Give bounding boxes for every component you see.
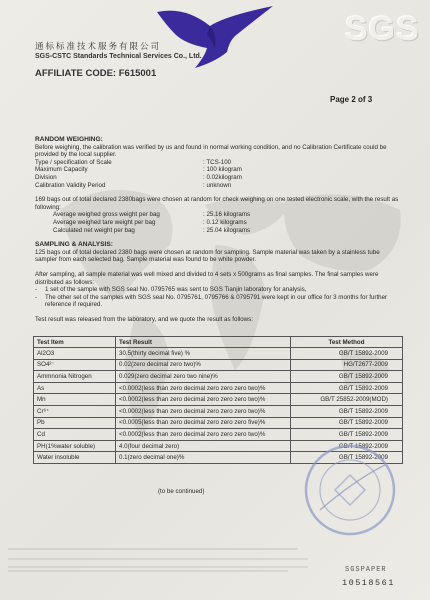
cell-test-method: GB/T 25852-2009(MOD) — [291, 394, 403, 406]
cell-test-method: GB/T 15892-2009 — [291, 452, 403, 464]
cell-test-item: Al2O3 — [34, 348, 116, 360]
weight-row — [35, 211, 400, 219]
cell-test-result: 4.0(four decimal zero) — [116, 440, 291, 452]
spec-label: Calibration Validity Period — [35, 181, 106, 189]
cell-test-result: 0.029(zero decimal zero two nine)% — [116, 371, 291, 383]
company-name-english: SGS-CSTC Standards Technical Services Co., Ltd. — [35, 53, 202, 60]
spec-label: Type / specification of Scale — [35, 158, 112, 166]
weight-value: : 0.12 kilograms — [203, 218, 247, 226]
spec-value: : 100 kilogram — [203, 166, 242, 174]
random-weighing-intro: Before weighing, the calibration was verified by us and found in normal working condition, and no Calibration Certificate could be provided by the local supplier. — [35, 143, 387, 159]
cell-test-method: GB/T 15892-2009 — [291, 348, 403, 360]
cell-test-result: 30.5(thirty decimal five) % — [116, 348, 291, 360]
cell-test-item: Ammnonia Nitrogen — [34, 371, 116, 383]
table-row — [34, 371, 403, 383]
table-row — [34, 429, 403, 441]
cell-test-method: GB/T 15892-2009 — [291, 429, 403, 441]
report-body — [35, 136, 400, 323]
table-row — [34, 405, 403, 417]
cell-test-result: <0.0002(less than zero decimal zero zero zero two)% — [116, 382, 291, 394]
cell-test-item: Cr⁶⁺ — [34, 405, 116, 417]
sgs-logo: SGS — [345, 10, 420, 48]
table-header-row — [34, 337, 403, 348]
check-weighing-text: 169 bags out of total declared 2380bags were chosen at random for check weighing on one tested electronic scale, with the result as following: — [35, 196, 399, 211]
spec-label: Maximum Capacity — [35, 166, 88, 174]
cell-test-method: GB/T 15892-2009 — [291, 405, 403, 417]
eagle-logo-icon — [155, 4, 275, 70]
weight-label: Calculated net weight per bag — [53, 226, 135, 234]
cell-test-result: <0.0002(less than zero decimal zero zero zero two)% — [116, 394, 291, 406]
bullet-text: The other set of the samples with SGS seal No. 0795761, 0795766 & 0795791 were kept in our office for 3 months for further reference if required. — [45, 293, 388, 309]
cell-test-item: Pb — [34, 417, 116, 429]
fine-print-footer — [8, 548, 308, 572]
sampling-heading: SAMPLING & ANALYSIS: — [35, 241, 113, 249]
table-row — [34, 382, 403, 394]
bullet-text: 1 set of the sample with SGS seal No. 0795765 was sent to SGS Tianjin laboratory for analysis, — [45, 286, 307, 294]
sampling-paragraph: After sampling, all sample material was well mixed and divided to 4 sets x 500grams as final samples. The final samples were distributed as follows: — [35, 270, 379, 286]
random-weighing-heading: RANDOM WEIGHING: — [35, 136, 103, 143]
cell-test-item: PH(1%water soluble) — [34, 440, 116, 452]
bullet-mark: - — [35, 293, 38, 301]
spec-row — [35, 174, 400, 182]
sampling-paragraph: 125 bags out of total declared 2380 bags were chosen at random for sampling. Sample material was taken by a stainless tube sampler from each selected bag. Sample material was found to be white powder. — [35, 248, 380, 264]
cell-test-method: GB/T 15892-2009 — [291, 371, 403, 383]
spec-value: : TCS-100 — [203, 158, 232, 166]
page-number: Page 2 of 3 — [330, 95, 373, 104]
weight-label: Average weighed tare weight per bag — [53, 218, 156, 226]
cell-test-item: Cd — [34, 429, 116, 441]
sample-bullet — [35, 294, 400, 309]
header-test-item: Test Item — [34, 337, 116, 348]
spec-label: Division — [35, 173, 57, 181]
spec-row — [35, 182, 400, 190]
header-test-method: Test Method — [291, 337, 403, 348]
cell-test-result: <0.0002(less than zero decimal zero zero zero two)% — [116, 429, 291, 441]
cell-test-item: As — [34, 382, 116, 394]
spec-value: : unknown — [203, 181, 232, 189]
header-test-result: Test Result — [116, 337, 291, 348]
spec-row — [35, 166, 400, 174]
continued-note: (to be continued) — [158, 488, 205, 495]
spec-value: : 0.02kilogram — [203, 173, 242, 181]
table-row — [34, 359, 403, 371]
cell-test-result: <0.0002(less than zero decimal zero zero zero two)% — [116, 405, 291, 417]
cell-test-result: <0.0005(less than zero decimal zero zero zero five)% — [116, 417, 291, 429]
cell-test-item: Water insoluble — [34, 452, 116, 464]
sample-bullet — [35, 286, 400, 294]
table-row — [34, 417, 403, 429]
cell-test-item: Mn — [34, 394, 116, 406]
cell-test-result: 0.02(zero decimal zero two)% — [116, 359, 291, 371]
cell-test-item: SO4²⁻ — [34, 359, 116, 371]
serial-number: 10518561 — [342, 578, 395, 588]
sgs-seal-stamp-icon — [300, 440, 400, 540]
spec-row — [35, 159, 400, 167]
company-name-chinese: 通标标准技术服务有限公司 — [35, 41, 162, 51]
weight-row — [35, 227, 400, 235]
cell-test-method: HG/T2677-2009 — [291, 359, 403, 371]
cell-test-result: 0.1(zero decimal one)% — [116, 452, 291, 464]
cell-test-method: GB/T 15892-2009 — [291, 417, 403, 429]
weight-value: : 25.04 kilograms — [203, 226, 251, 234]
result-intro: Test result was released from the laboratory, and we quote the result as follows: — [35, 315, 253, 323]
cell-test-method: GB/T 15892-2009 — [291, 382, 403, 394]
bullet-mark: - — [35, 286, 38, 294]
affiliate-code: AFFILIATE CODE: F615001 — [35, 68, 157, 79]
table-row — [34, 348, 403, 360]
cell-test-method: GB/T 15892-2009 — [291, 440, 403, 452]
table-row — [34, 394, 403, 406]
weight-label: Average weighed gross weight per bag — [53, 211, 160, 219]
paper-code: SGSPAPER — [345, 566, 387, 574]
weight-value: : 25.16 kilograms — [203, 211, 251, 219]
weight-row — [35, 219, 400, 227]
